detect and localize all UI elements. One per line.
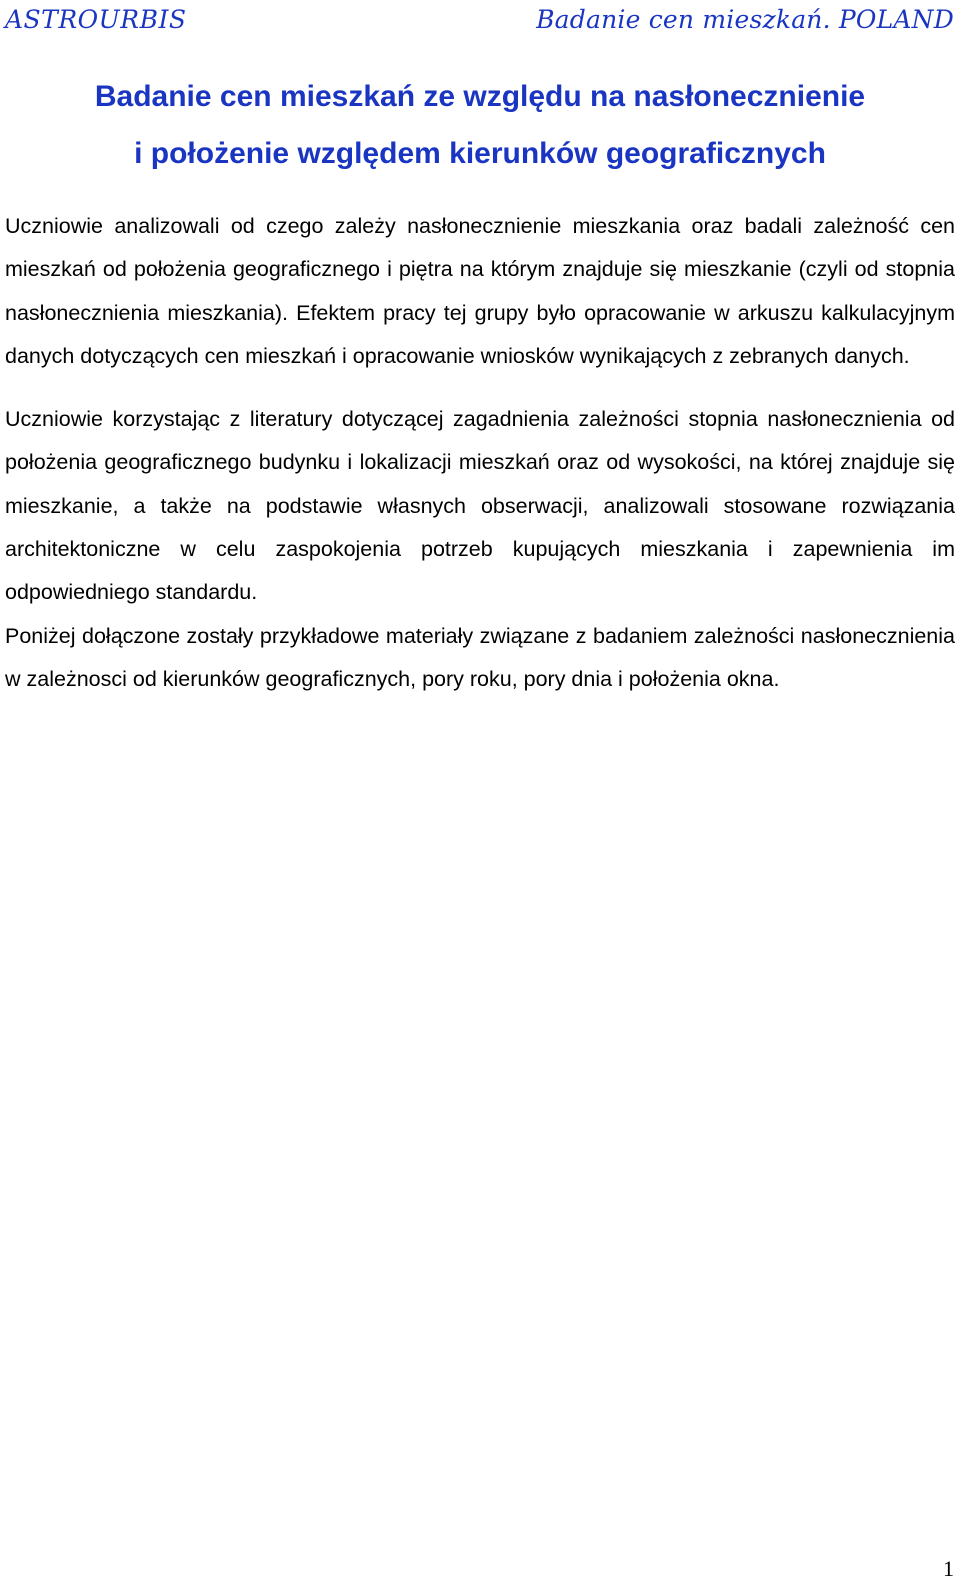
- page-header: [0, 0, 960, 40]
- header-document-name: Badanie cen mieszkań. POLAND: [536, 5, 954, 34]
- page-title-line-2: i położenie względem kierunków geograficznych: [134, 137, 826, 170]
- paragraph-research: Uczniowie korzystając z literatury dotyczącej zagadnienia zależności stopnia nasłonecznienia od położenia geograficznego budynku i lokalizacji mieszkań oraz od wysokości, na której znajduje się mieszkanie, a także na podstawie własnych obserwacji, analizowali stosowane rozwiązania architektoniczne w celu zaspokojenia potrzeb kupujących mieszkania i zapewnienia im odpowiedniego standardu.: [5, 407, 955, 605]
- body-text: [5, 205, 955, 701]
- page-title: [0, 68, 960, 182]
- page-title-line-1: Badanie cen mieszkań ze względu na nasłonecznienie: [94, 80, 866, 113]
- header-brand: ASTROURBIS: [5, 5, 187, 34]
- page-number: 1: [943, 1556, 954, 1581]
- paragraph-materials: Poniżej dołączone zostały przykładowe materiały związane z badaniem zależności nasłonecznienia w zależnosci od kierunków geograficznych, pory roku, pory dnia i położenia okna.: [5, 623, 955, 691]
- paragraph-intro: Uczniowie analizowali od czego zależy nasłonecznienie mieszkania oraz badali zależność cen mieszkań od położenia geograficznego i piętra na którym znajduje się mieszkanie (czyli od stopnia nasłonecznienia mieszkania). Efektem pracy tej grupy było opracowanie w arkuszu kalkulacyjnym danych dotyczących cen mieszkań i opracowanie wniosków wynikających z zebranych danych.: [5, 214, 955, 368]
